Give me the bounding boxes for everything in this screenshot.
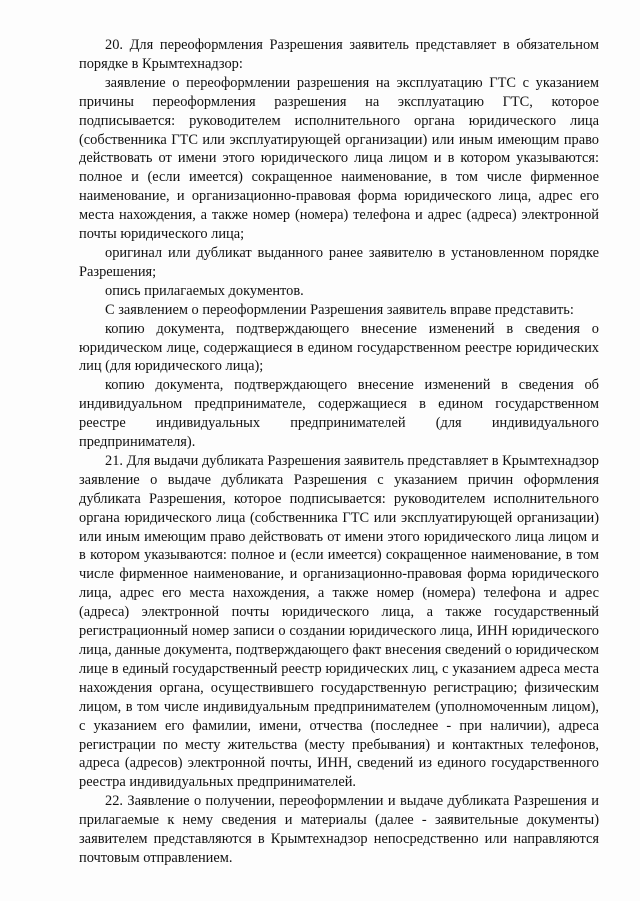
- paragraph-21: 21. Для выдачи дубликата Разрешения заявитель представляет в Крымтехнадзор заявление о выдаче дубликата Разрешения с указанием причин оформления дубликата Разрешения, которое подписывается: руководителем исполнительного органа юридического лица (собственника ГТС или эксплуатирующей организации) или иным имеющим право действовать от имени этого юридического лица лицом и в котором указываются: полное и (если имеется) сокращенное наименование, в том числе фирменное наименование, и организационно-правовая форма юридического лица, адрес его места нахождения, а также номер (номера) телефона и адрес (адреса) электронной почты юридического лица, а также государственный регистрационный номер записи о создании юридического лица, ИНН юридического лица, данные документа, подтверждающего факт внесения сведений о юридическом лице в единый государственный реестр юридических лиц, с указанием адреса места нахождения органа, осуществившего государственную регистрацию; физическим лицом, в том числе индивидуальным предпринимателем (уполномоченным лицом), с указанием его фамилии, имени, отчества (последнее - при наличии), адреса регистрации по месту жительства (месту пребывания) и контактных телефонов, адреса (адресов) электронной почты, ИНН, сведений из единого государственного реестра индивидуальных предпринимателей.: [79, 452, 599, 791]
- paragraph-22: 22. Заявление о получении, переоформлении и выдаче дубликата Разрешения и прилагаемые к нему сведения и материалы (далее - заявительные документы) заявителем представляются в Крымтехнадзор непосредственно или направляются почтовым отправлением.: [79, 793, 599, 866]
- paragraph-20-application: заявление о переоформлении разрешения на эксплуатацию ГТС с указанием причины переоформления разрешения на эксплуатацию ГТС, которое подписывается: руководителем исполнительного органа юридического лица (собственника ГТС или эксплуатирующей организации) или иным имеющим право действовать от имени этого юридического лица лицом и в котором указываются: полное и (если имеется) сокращенное наименование, в том числе фирменное наименование, и организационно-правовая форма юридического лица, адрес его места нахождения, а также номер (номера) телефона и адрес (адреса) электронной почты юридического лица;: [79, 74, 599, 243]
- paragraph-20-inventory: опись прилагаемых документов.: [105, 282, 304, 299]
- paragraph-20-intro: 20. Для переоформления Разрешения заявитель представляет в обязательном порядке в Крымтехнадзор:: [79, 37, 599, 72]
- paragraph-20-original: оригинал или дубликат выданного ранее заявителю в установленном порядке Разрешения;: [79, 244, 599, 280]
- paragraph-20-legal-entity-copy: копию документа, подтверждающего внесение изменений в сведения о юридическом лице, содержащиеся в едином государственном реестре юридических лиц (для юридического лица);: [79, 320, 599, 375]
- document-body: [79, 36, 599, 868]
- paragraph-20-entrepreneur-copy: копию документа, подтверждающего внесение изменений в сведения об индивидуальном предпринимателе, содержащиеся в едином государственном реестре индивидуальных предпринимателей (для индивидуального предпринимателя).: [79, 377, 599, 451]
- paragraph-20-optional-intro: С заявлением о переоформлении Разрешения заявитель вправе представить:: [105, 301, 574, 318]
